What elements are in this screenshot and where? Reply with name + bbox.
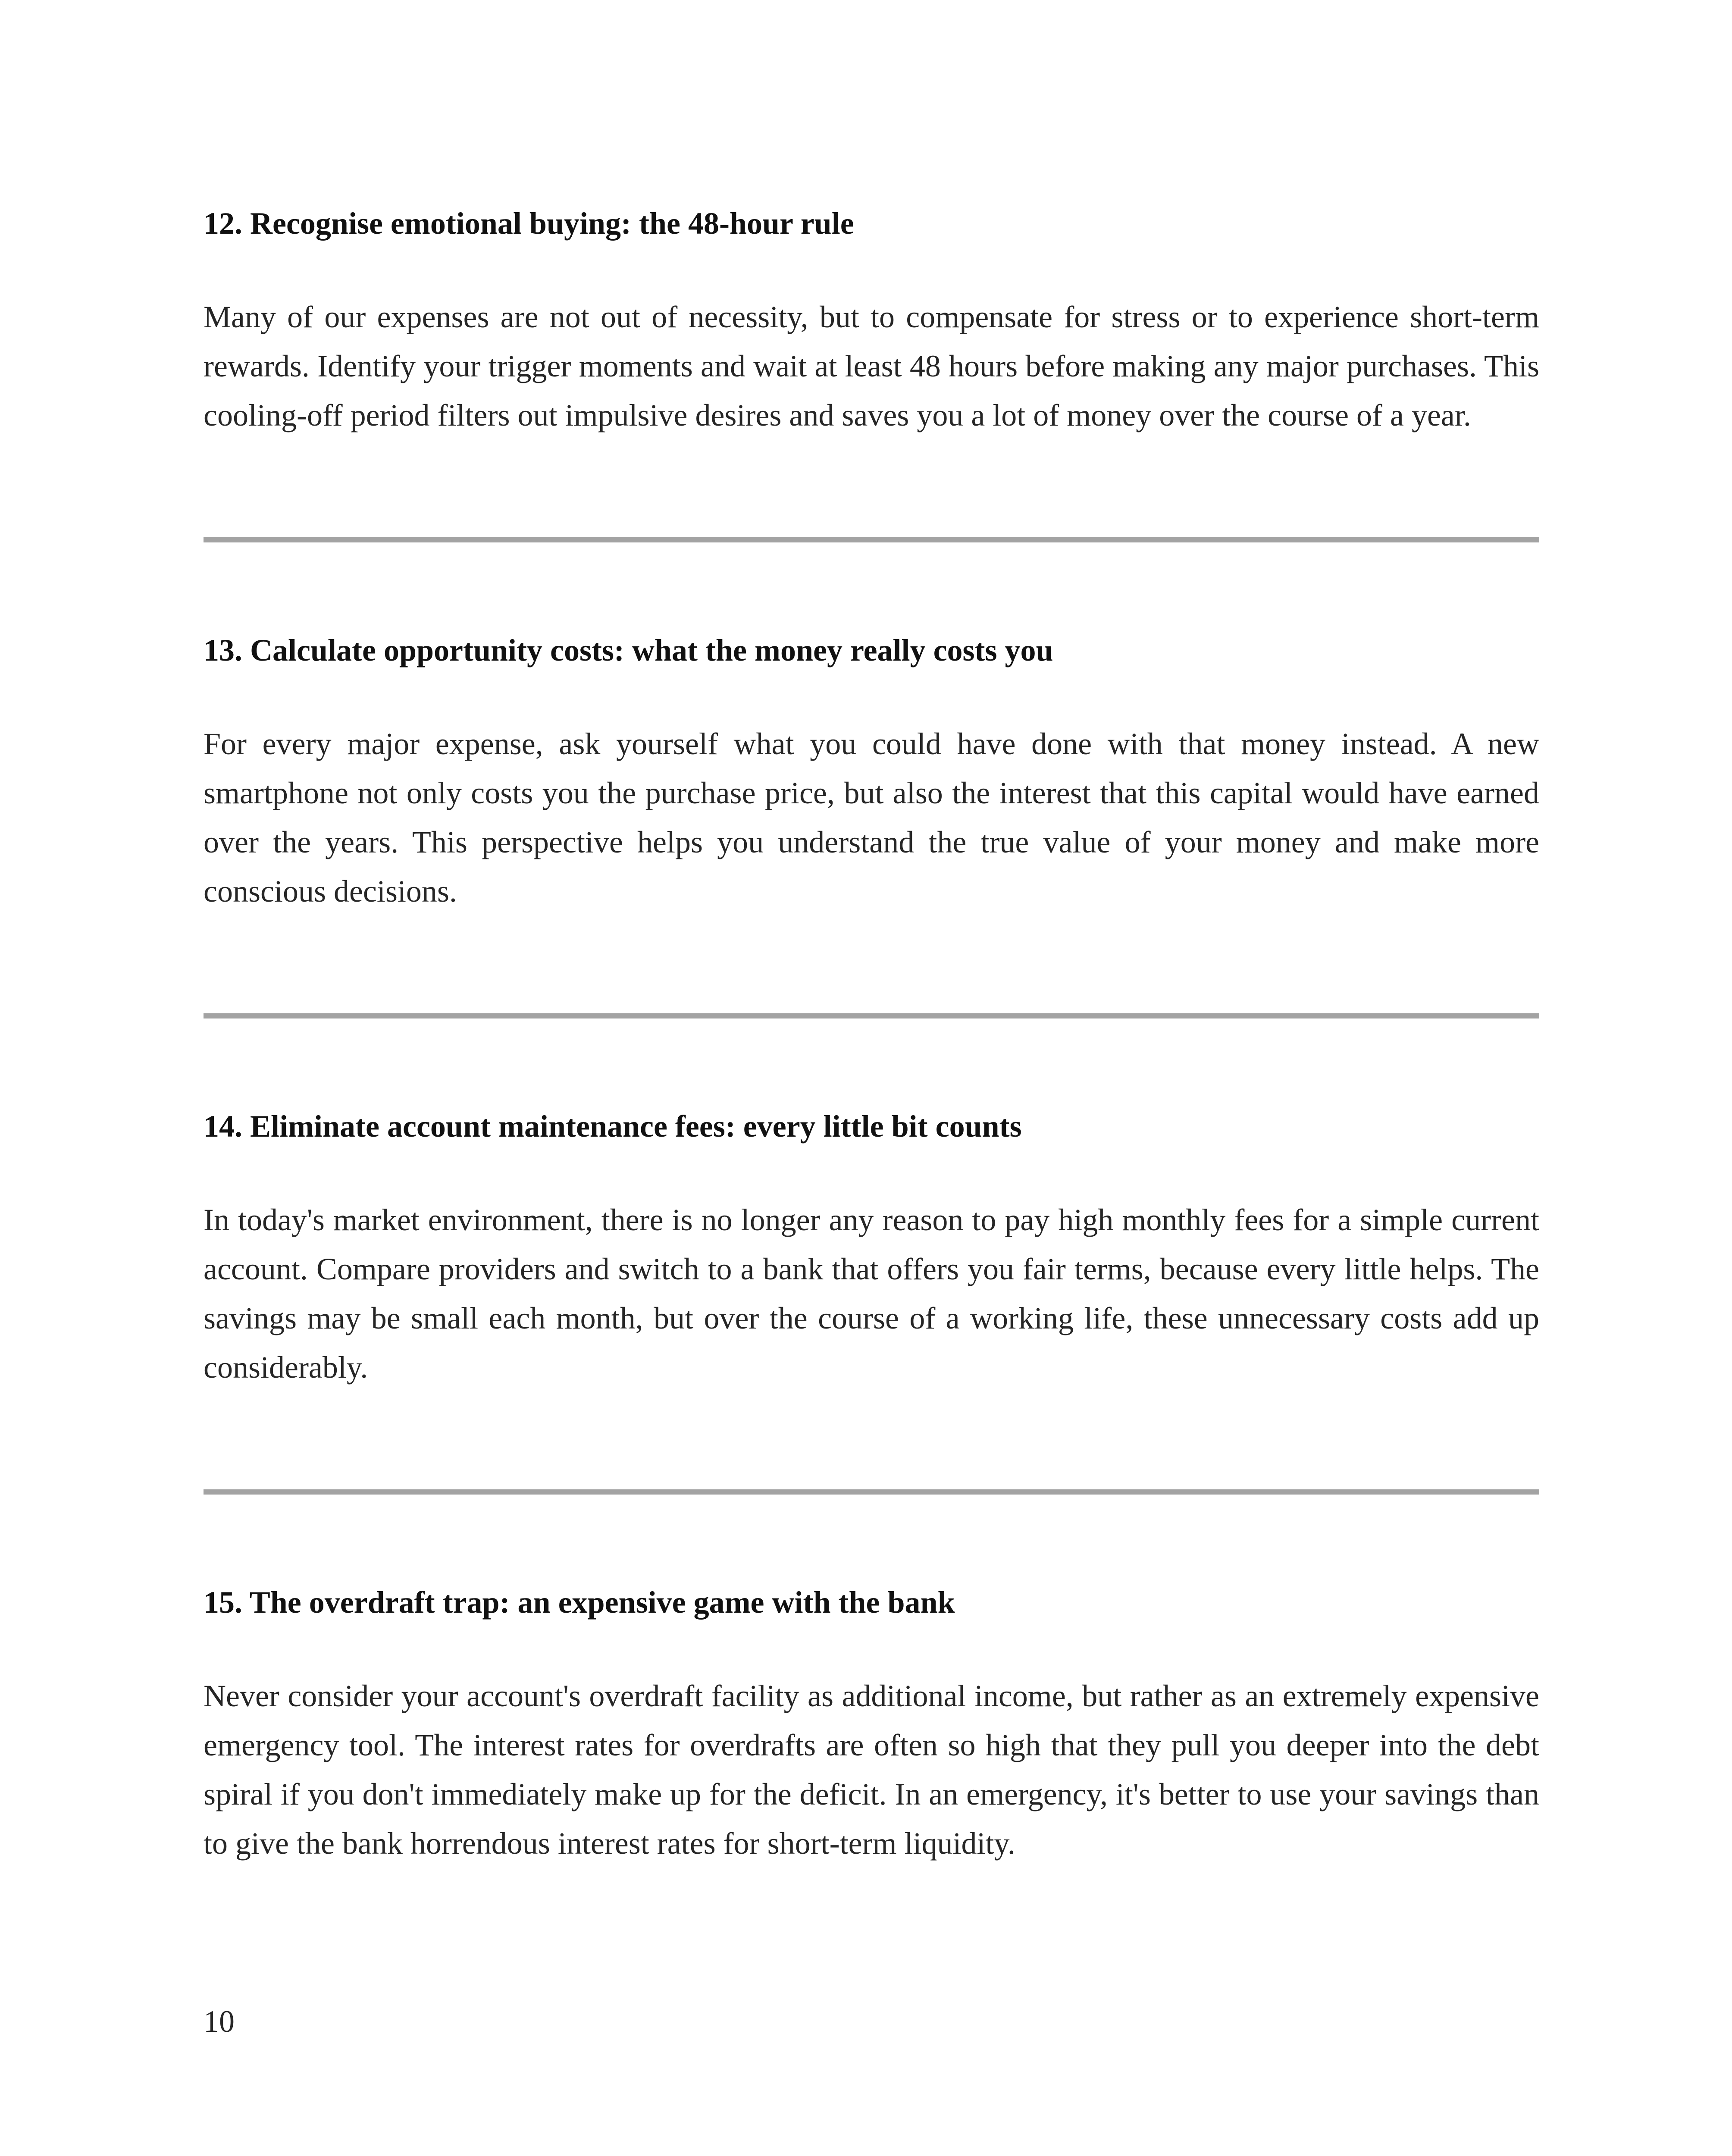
section-14 <box>204 1106 1539 1392</box>
section-heading: 12. Recognise emotional buying: the 48-hour rule <box>204 206 854 241</box>
section-divider <box>204 1013 1539 1018</box>
section-body: Many of our expenses are not out of necessity, but to compensate for stress or to experience short-term rewards. Identify your trigger moments and wait at least 48 hours before making any major purchases. This cooling-off period filters out impulsive desires and saves you a lot of money over the course of a year. <box>204 300 1539 432</box>
section-heading: 15. The overdraft trap: an expensive game with the bank <box>204 1585 955 1620</box>
section-body: Never consider your account's overdraft facility as additional income, but rather as an extremely expensive emergency tool. The interest rates for overdrafts are often so high that they pull you deeper into the debt spiral if you don't immediately make up for the deficit. In an emergency, it's better to use your savings than to give the bank horrendous interest rates for short-term liquidity. <box>204 1679 1539 1861</box>
section-heading: 14. Eliminate account maintenance fees: every little bit counts <box>204 1109 1022 1144</box>
section-body: In today's market environment, there is no longer any reason to pay high monthly fees for a simple current account. Compare providers and switch to a bank that offers you fair terms, because every little helps. The savings may be small each month, but over the course of a working life, these unnecessary costs add up considerably. <box>204 1203 1539 1385</box>
page-number: 10 <box>204 2004 235 2039</box>
section-divider <box>204 537 1539 542</box>
page-content <box>204 203 1539 1868</box>
section-13 <box>204 630 1539 916</box>
section-divider <box>204 1489 1539 1495</box>
section-body: For every major expense, ask yourself what you could have done with that money instead. A new smartphone not only costs you the purchase price, but also the interest that this capital would have earned over the years. This perspective helps you understand the true value of your money and make more conscious decisions. <box>204 727 1539 909</box>
section-heading: 13. Calculate opportunity costs: what the money really costs you <box>204 633 1053 667</box>
section-12 <box>204 203 1539 440</box>
section-15 <box>204 1582 1539 1868</box>
